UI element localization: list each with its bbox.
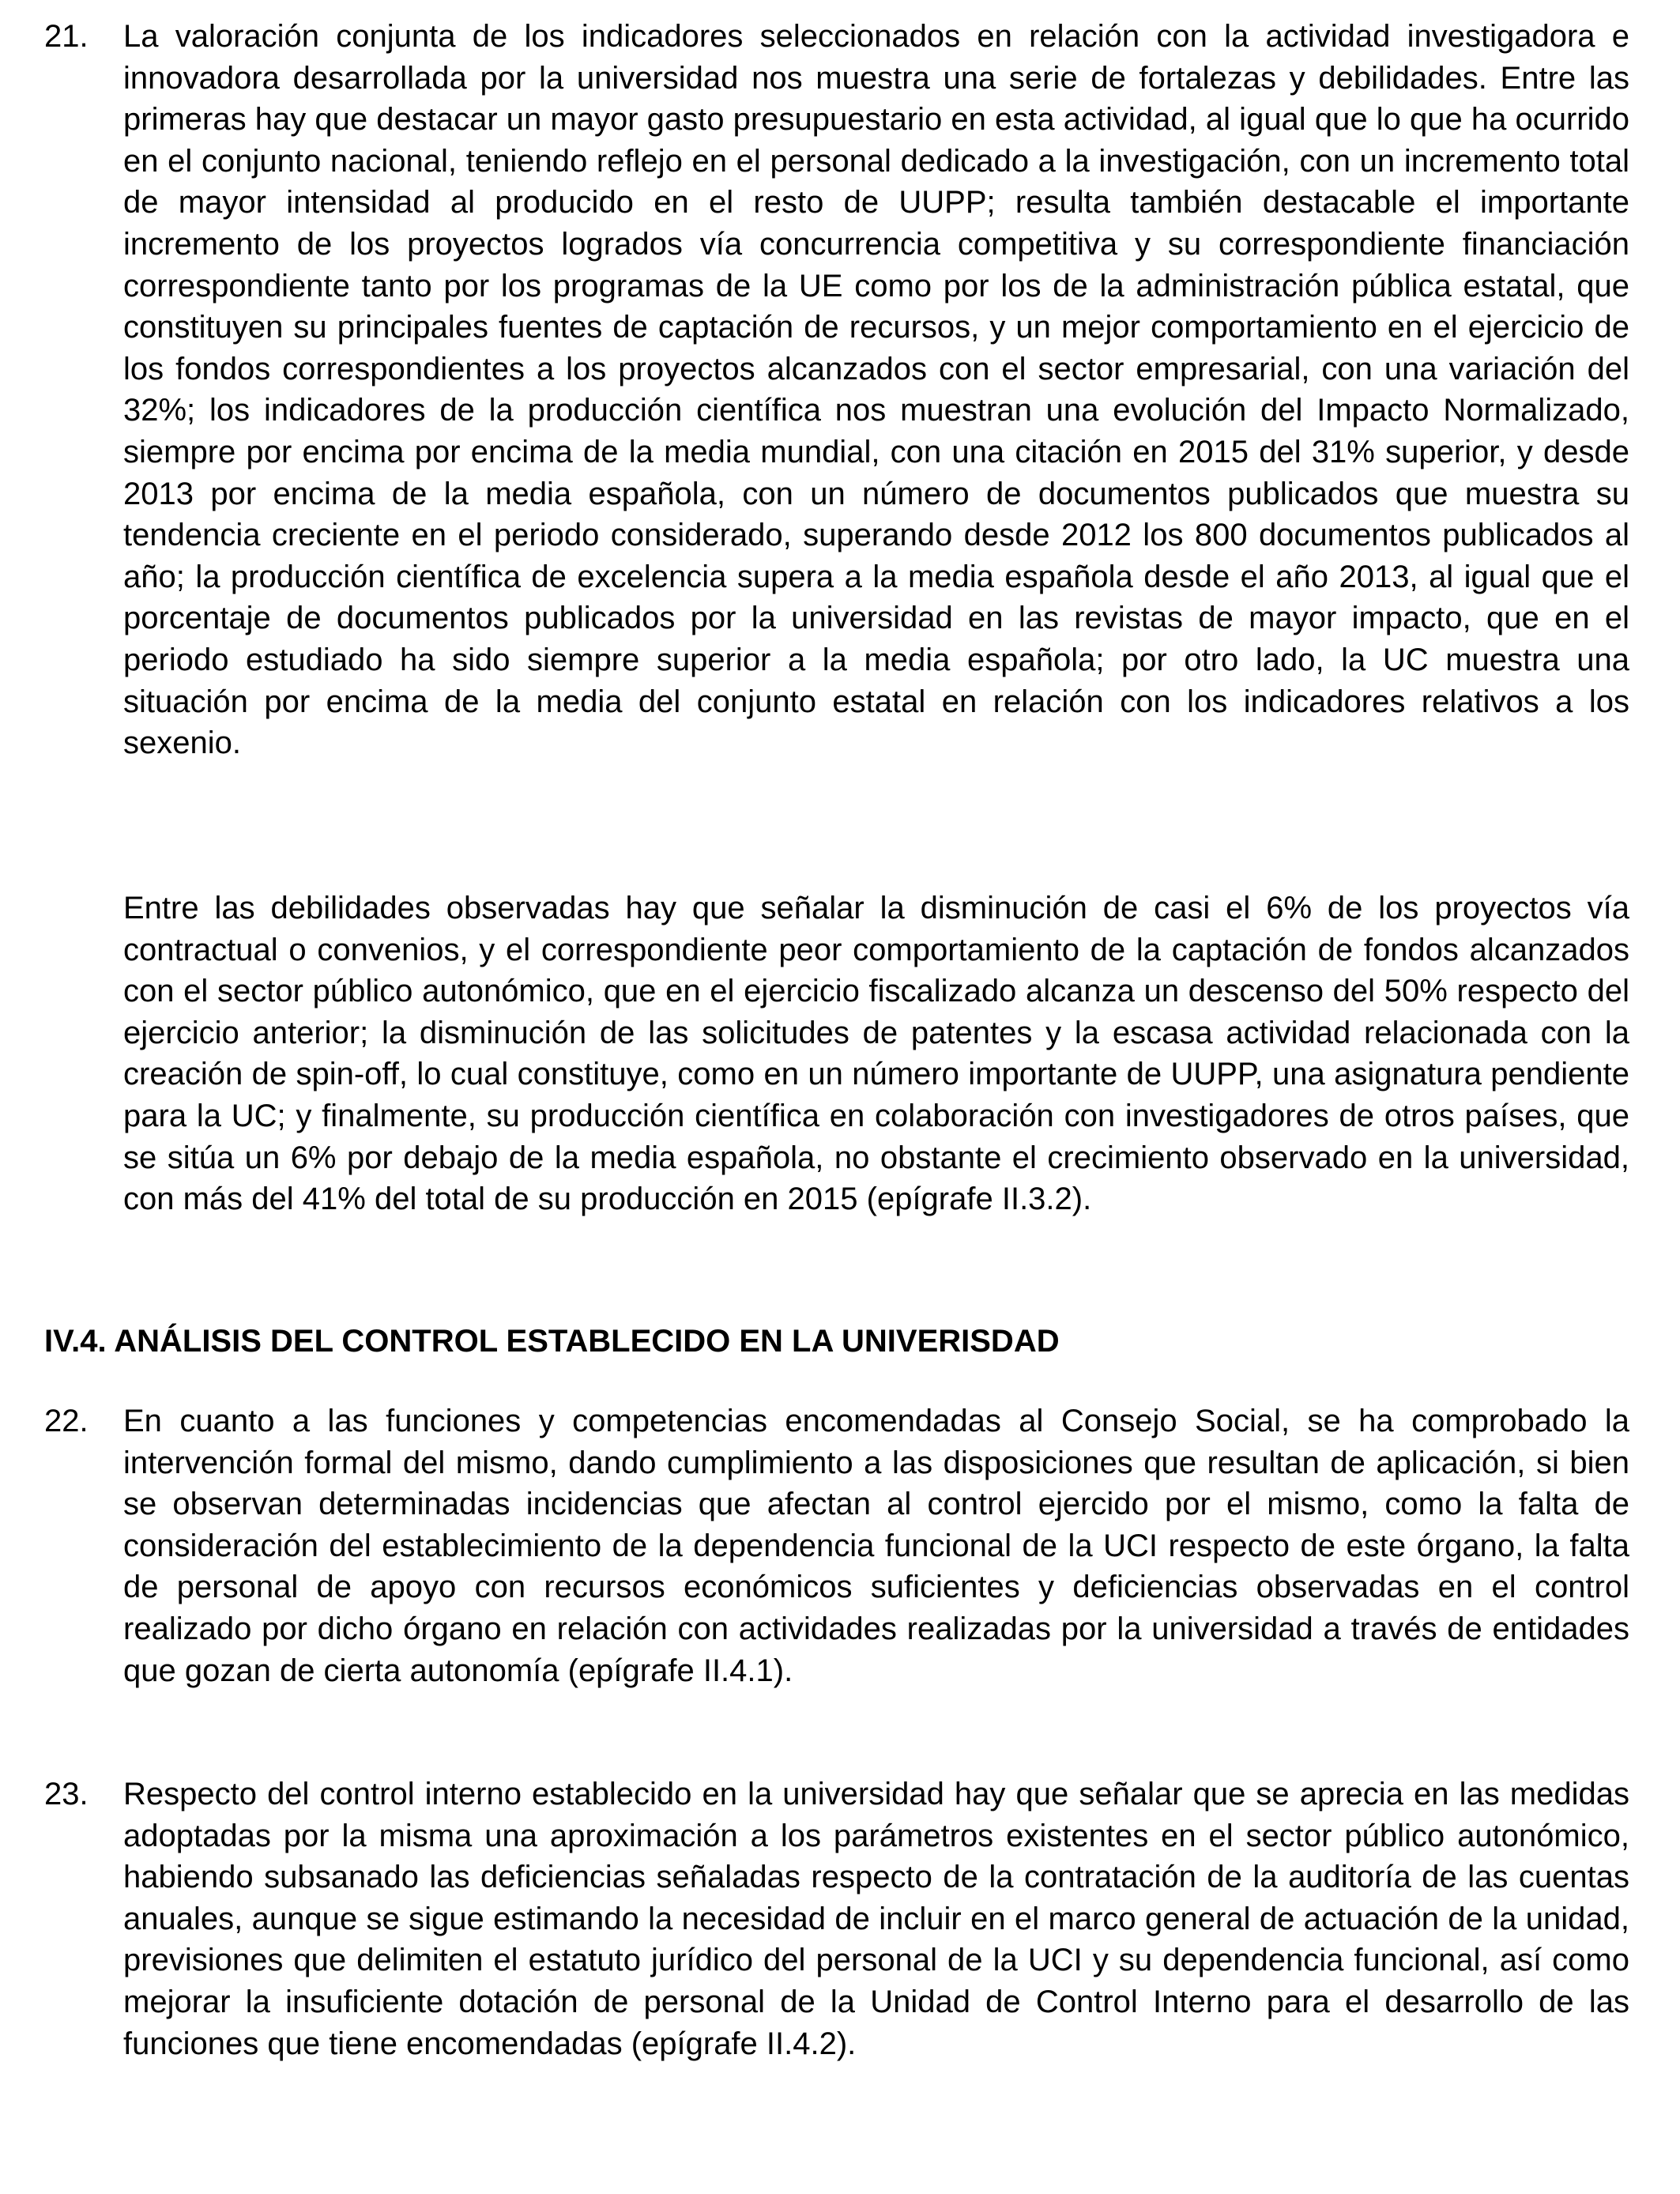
- section-heading: IV.4. ANÁLISIS DEL CONTROL ESTABLECIDO EN LA UNIVERISDAD: [44, 1324, 1060, 1359]
- paragraph-number: 22.: [44, 1404, 89, 1438]
- paragraph-number: 23.: [44, 1777, 89, 1811]
- paragraph-text: La valoración conjunta de los indicadores seleccionados en relación con la actividad investigadora e innovadora desarrollada por la universidad nos muestra una serie de fortalezas y debilidades. Entre las primeras hay que destacar un mayor gasto presupuestario en esta actividad, al igual que lo que ha ocurrido en el conjunto nacional, teniendo reflejo en el personal dedicado a la investigación, con un incremento total de mayor intensidad al producido en el resto de UUPP; resulta también destacable el importante incremento de los proyectos logrados vía concurrencia competitiva y su correspondiente financiación correspondiente tanto por los programas de la UE como por los de la administración pública estatal, que constituyen su principales fuentes de captación de recursos, y un mejor comportamiento en el ejercicio de los fondos correspondientes a los proyectos alcanzados con el sector empresarial, con una variación del 32%; los indicadores de la producción científica nos muestran una evolución del Impacto Normalizado, siempre por encima por encima de la media mundial, con una citación en 2015 del 31% superior, y desde 2013 por encima de la media española, con un número de documentos publicados que muestra su tendencia creciente en el periodo considerado, superando desde 2012 los 800 documentos publicados al año; la producción científica de excelencia supera a la media española desde el año 2013, al igual que el porcentaje de documentos publicados por la universidad en las revistas de mayor impacto, que en el periodo estudiado ha sido siempre superior a la media española; por otro lado, la UC muestra una situación por encima de la media del conjunto estatal en relación con los indicadores relativos a los sexenio.: [123, 19, 1629, 761]
- paragraph-text: Respecto del control interno establecido en la universidad hay que señalar que se aprecia en las medidas adoptadas por la misma una aproximación a los parámetros existentes en el sector público autonómico, habiendo subsanado las deficiencias señaladas respecto de la contratación de la auditoría de las cuentas anuales, aunque se sigue estimando la necesidad de incluir en el marco general de actuación de la unidad, previsiones que delimiten el estatuto jurídico del personal de la UCI y su dependencia funcional, así como mejorar la insuficiente dotación de personal de la Unidad de Control Interno para el desarrollo de las funciones que tiene encomendadas (epígrafe II.4.2).: [123, 1777, 1629, 2061]
- paragraph-21-continuation: Entre las debilidades observadas hay que señalar la disminución de casi el 6% de los proyectos vía contractual o convenios, y el correspondiente peor comportamiento de la captación de fondos alcanzados con el sector público autonómico, que en el ejercicio fiscalizado alcanza un descenso del 50% respecto del ejercicio anterior; la disminución de las solicitudes de patentes y la escasa actividad relacionada con la creación de spin-off, lo cual constituye, como en un número importante de UUPP, una asignatura pendiente para la UC; y finalmente, su producción científica en colaboración con investigadores de otros países, que se sitúa un 6% por debajo de la media española, no obstante el crecimiento observado en la universidad, con más del 41% del total de su producción en 2015 (epígrafe II.3.2).: [123, 891, 1629, 1217]
- paragraph-21: [44, 16, 1629, 764]
- paragraph-23: [44, 1774, 1629, 2064]
- paragraph-text: En cuanto a las funciones y competencias encomendadas al Consejo Social, se ha comprobado la intervención formal del mismo, dando cumplimiento a las disposiciones que resultan de aplicación, si bien se observan determinadas incidencias que afectan al control ejercido por el mismo, como la falta de consideración del establecimiento de la dependencia funcional de la UCI respecto de este órgano, la falta de personal de apoyo con recursos económicos suficientes y deficiencias observadas en el control realizado por dicho órgano en relación con actividades realizadas por la universidad a través de entidades que gozan de cierta autonomía (epígrafe II.4.1).: [123, 1404, 1629, 1688]
- paragraph-22: [44, 1400, 1629, 1691]
- paragraph-number: 21.: [44, 19, 89, 54]
